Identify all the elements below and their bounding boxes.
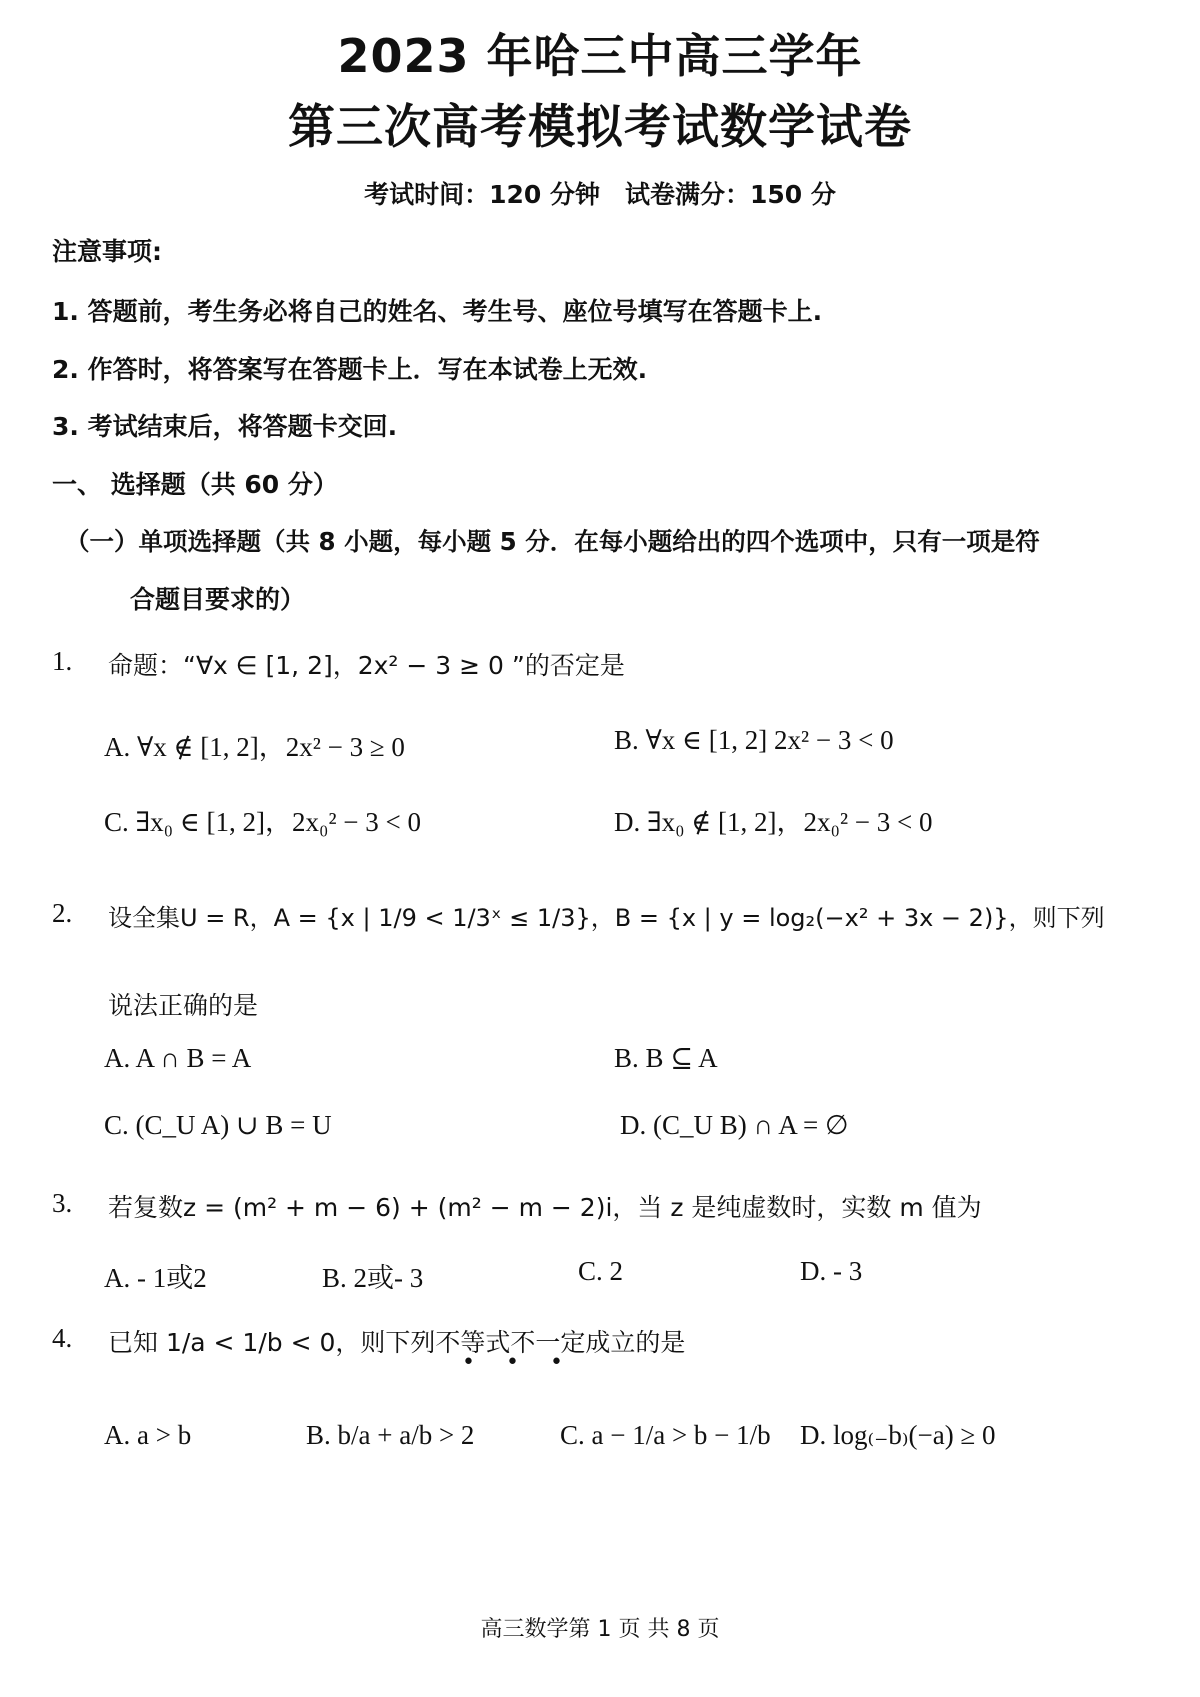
question-4-number: 4. bbox=[52, 1323, 73, 1353]
sub-heading-line-2: 合题目要求的） bbox=[130, 585, 306, 614]
title-line-1: 2023 年哈三中高三学年 bbox=[337, 29, 863, 83]
page-footer: 高三数学第 1 页 共 8 页 bbox=[480, 1617, 720, 1642]
question-4-option-a: A. a > b bbox=[104, 1420, 192, 1450]
question-2-stem-line-2: 说法正确的是 bbox=[108, 991, 259, 1020]
question-1-option-b: B. ∀x ∈ [1, 2] 2x² − 3 < 0 bbox=[614, 725, 894, 755]
question-2-option-a: A. A ∩ B = A bbox=[104, 1043, 252, 1073]
note-item-3: 3. 考试结束后，将答题卡交回. bbox=[52, 412, 398, 441]
question-3-stem: 若复数z = (m² + m − 6) + (m² − m − 2)i，当 z 是纯虚数时，实数 m 值为 bbox=[108, 1193, 982, 1222]
question-4-stem: 已知 1/a < 1/b < 0，则下列不等式不一定成立的是 bbox=[108, 1328, 686, 1357]
question-1-stem: 命题：“∀x ∈ [1, 2]，2x² − 3 ≥ 0 ”的否定是 bbox=[108, 651, 625, 680]
note-item-1: 1. 答题前，考生务必将自己的姓名、考生号、座位号填写在答题卡上. bbox=[52, 297, 823, 326]
question-3-option-c: C. 2 bbox=[578, 1256, 624, 1286]
question-2-option-c: C. (C_U A) ∪ B = U bbox=[104, 1110, 332, 1140]
question-3-option-a: A. - 1或2 bbox=[104, 1263, 207, 1293]
question-1-option-a: A. ∀x ∉ [1, 2]，2x² − 3 ≥ 0 bbox=[104, 732, 405, 762]
question-3-option-b: B. 2或- 3 bbox=[322, 1263, 424, 1293]
question-4-option-d: D. log₍₋b₎(−a) ≥ 0 bbox=[800, 1420, 996, 1450]
question-2-stem: 设全集U = R，A = {x | 1/9 < 1/3ˣ ≤ 1/3}，B = {x | y = log₂(−x² + 3x − 2)}，则下列 bbox=[108, 904, 1105, 932]
question-1-option-d: D. ∃x₀ ∉ [1, 2]，2x₀² − 3 < 0 bbox=[614, 807, 933, 837]
question-1-option-c: C. ∃x₀ ∈ [1, 2]，2x₀² − 3 < 0 bbox=[104, 807, 421, 837]
notes-heading: 注意事项: bbox=[52, 237, 162, 266]
note-item-2: 2. 作答时，将答案写在答题卡上．写在本试卷上无效. bbox=[52, 355, 648, 384]
exam-info: 考试时间：120 分钟 试卷满分：150 分 bbox=[364, 180, 836, 209]
question-2-number: 2. bbox=[52, 898, 73, 928]
question-4-option-c: C. a − 1/a > b − 1/b bbox=[560, 1420, 771, 1450]
question-3-option-d: D. - 3 bbox=[800, 1256, 863, 1286]
sub-heading-line-1: （一）单项选择题（共 8 小题，每小题 5 分．在每小题给出的四个选项中，只有一项是符 bbox=[65, 527, 1040, 556]
question-2-option-b: B. B ⊆ A bbox=[614, 1043, 718, 1073]
title-line-2: 第三次高考模拟考试数学试卷 bbox=[288, 100, 912, 155]
question-2-option-d: D. (C_U B) ∩ A = ∅ bbox=[620, 1110, 849, 1140]
question-1-number: 1. bbox=[52, 646, 73, 676]
emphasis-dots: • • • bbox=[462, 1350, 575, 1375]
question-4-option-b: B. b/a + a/b > 2 bbox=[306, 1420, 475, 1450]
question-3-number: 3. bbox=[52, 1188, 73, 1218]
section-heading: 一、 选择题（共 60 分） bbox=[52, 470, 338, 499]
